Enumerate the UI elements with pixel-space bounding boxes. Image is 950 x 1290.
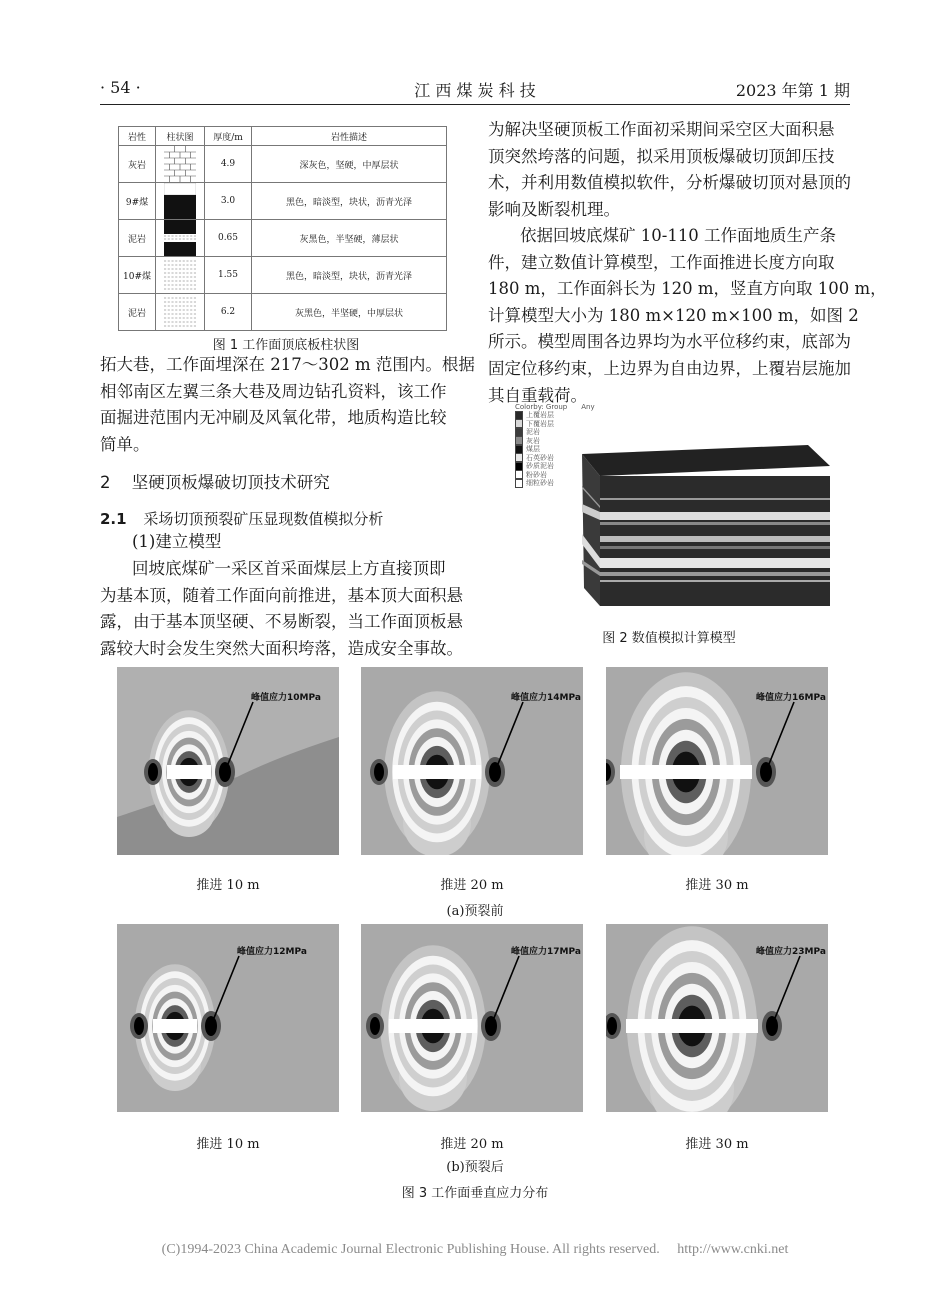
text-line: 为解决坚硬顶板工作面初采期间采空区大面积悬 [488, 120, 835, 139]
legend-label: 上覆岩层 [526, 411, 554, 420]
numerical-model-3d [570, 440, 852, 620]
rock-description: 灰黑色，半坚硬，薄层状 [252, 220, 447, 257]
rock-description: 深灰色，坚硬，中厚层状 [252, 146, 447, 183]
thickness-value: 6.2 [205, 294, 252, 331]
text-line: 面掘进范围内无冲刷及风氧化带，地质构造比较 [100, 408, 447, 428]
rock-name: 9#煤 [119, 183, 156, 220]
thickness-value: 3.0 [205, 183, 252, 220]
legend-label: 石英砂岩 [526, 453, 554, 462]
col-header: 岩性描述 [252, 127, 447, 146]
row-a-label: (a)预裂前 [446, 904, 504, 919]
thickness-value: 0.65 [205, 220, 252, 257]
table-row [119, 257, 447, 294]
legend-title: Colorby: Group [515, 402, 568, 411]
copyright-text: (C)1994-2023 China Academic Journal Electronic Publishing House. All rights reserved. [161, 1242, 660, 1257]
subsection-heading: (1)建立模型 [132, 532, 222, 551]
legend-label: 灰岩 [526, 436, 540, 445]
peak-stress-label: 峰值应力10MPa [251, 693, 321, 703]
text-line: 固定位移约束，上边界为自由边界，上覆岩层施加 [488, 358, 851, 378]
text-line: 180 m，工作面斜长为 120 m，竖直方向取 100 m， [488, 279, 887, 299]
page-number: · 54 · [100, 78, 141, 97]
brick-pattern [156, 146, 205, 183]
text-line: 依据回坡底煤矿 10-110 工作面地质生产条 [520, 226, 837, 245]
section-title: 坚硬顶板爆破切顶技术研究 [131, 473, 330, 492]
text-line: 相邻南区左翼三条大巷及周边钻孔资料，该工作 [100, 381, 447, 401]
figure3-caption: 图 3 工作面垂直应力分布 [401, 1186, 549, 1201]
stress-contour-panel [361, 667, 583, 855]
footer [0, 1242, 950, 1258]
row-b-label: (b)预裂后 [446, 1160, 504, 1175]
stress-contour-panel [117, 667, 339, 855]
issue-label: 2023 年第 1 期 [735, 81, 850, 100]
right-paragraph-1 [488, 117, 851, 223]
figure1-caption: 图 1 工作面顶底板柱状图 [212, 338, 360, 353]
panel-label: 推进 10 m [196, 1137, 260, 1152]
rock-description: 灰黑色，半坚硬，中厚层状 [252, 294, 447, 331]
col-header: 厚度/m [205, 127, 252, 146]
rock-name: 10#煤 [119, 257, 156, 294]
thickness-value: 1.55 [205, 257, 252, 294]
legend-label: 下覆岩层 [526, 419, 554, 428]
legend-label: 泥岩 [526, 428, 540, 437]
section-2-1-heading [100, 508, 383, 529]
coal-mud-pattern [156, 257, 205, 294]
section-number: 2 [100, 473, 111, 492]
col-header: 岩性 [119, 127, 156, 146]
header-rule [100, 104, 850, 105]
panel-label: 推进 10 m [196, 878, 260, 893]
section-number: 2.1 [100, 510, 127, 528]
col-header: 柱状图 [156, 127, 205, 146]
table-row [119, 294, 447, 331]
panel-label: 推进 30 m [685, 878, 749, 893]
text-line: 所示。模型周围各边界均为水平位移约束，底部为 [488, 332, 851, 352]
legend-label: 粉砂岩 [526, 470, 547, 479]
figure2-caption: 图 2 数值模拟计算模型 [602, 631, 736, 646]
journal-title: 江 西 煤 炭 科 技 [414, 81, 536, 100]
text-line: 件，建立数值计算模型，工作面推进长度方向取 [488, 252, 835, 272]
text-line: 顶突然垮落的问题，拟采用顶板爆破切顶卸压技 [488, 146, 835, 166]
stress-contour-panel [606, 924, 828, 1112]
mudstone-pattern [156, 294, 205, 331]
coal-pattern [156, 183, 205, 220]
legend-swatch [515, 479, 523, 488]
mudstone-pattern [156, 220, 205, 257]
peak-stress-label: 峰值应力14MPa [511, 693, 581, 703]
legend-any: Any [581, 402, 595, 411]
rock-name: 泥岩 [119, 294, 156, 331]
table-row [119, 146, 447, 183]
legend-label: 砂质泥岩 [526, 462, 554, 471]
rock-description: 黑色，暗淡型，块状，沥青光泽 [252, 257, 447, 294]
panel-label: 推进 20 m [440, 1137, 504, 1152]
panel-label: 推进 20 m [440, 878, 504, 893]
table-row [119, 220, 447, 257]
text-line: 简单。 [100, 434, 150, 454]
text-line: 影响及断裂机理。 [488, 199, 620, 219]
text-line: 露，由于基本顶坚硬、不易断裂，当工作面顶板悬 [100, 612, 463, 632]
figure1-column-table [118, 126, 447, 331]
legend-label: 细粒砂岩 [526, 479, 554, 488]
text-line: 其自重载荷。 [488, 385, 587, 405]
peak-stress-label: 峰值应力12MPa [237, 947, 307, 957]
text-line: 为基本顶，随着工作面向前推进，基本顶大面积悬 [100, 585, 463, 605]
text-line: 露较大时会发生突然大面积垮落，造成安全事故。 [100, 638, 463, 658]
rock-description: 黑色，暗淡型，块状，沥青光泽 [252, 183, 447, 220]
text-line: 回坡底煤矿一采区首采面煤层上方直接顶即 [132, 559, 446, 578]
legend-label: 煤层 [526, 445, 540, 454]
peak-stress-label: 峰值应力16MPa [756, 693, 826, 703]
text-line: 计算模型大小为 180 m×120 m×100 m，如图 2 [488, 305, 859, 325]
cnki-url[interactable]: http://www.cnki.net [677, 1242, 789, 1257]
section-title: 采场切顶预裂矿压显现数值模拟分析 [143, 510, 384, 528]
panel-label: 推进 30 m [685, 1137, 749, 1152]
stress-contour-panel [117, 924, 339, 1112]
peak-stress-label: 峰值应力23MPa [756, 947, 826, 957]
stress-contour-panel [606, 667, 828, 855]
left-paragraph-1 [100, 352, 475, 458]
rock-name: 泥岩 [119, 220, 156, 257]
text-line: 术，并利用数值模拟软件，分析爆破切顶对悬顶的 [488, 173, 851, 193]
stress-contour-panel [361, 924, 583, 1112]
thickness-value: 4.9 [205, 146, 252, 183]
right-paragraph-2 [488, 223, 887, 409]
left-paragraph-2 [100, 556, 463, 662]
peak-stress-label: 峰值应力17MPa [511, 947, 581, 957]
rock-name: 灰岩 [119, 146, 156, 183]
section-2-heading [100, 469, 330, 493]
table-row [119, 183, 447, 220]
text-line: 拓大巷，工作面埋深在 217～302 m 范围内。根据 [100, 355, 475, 374]
